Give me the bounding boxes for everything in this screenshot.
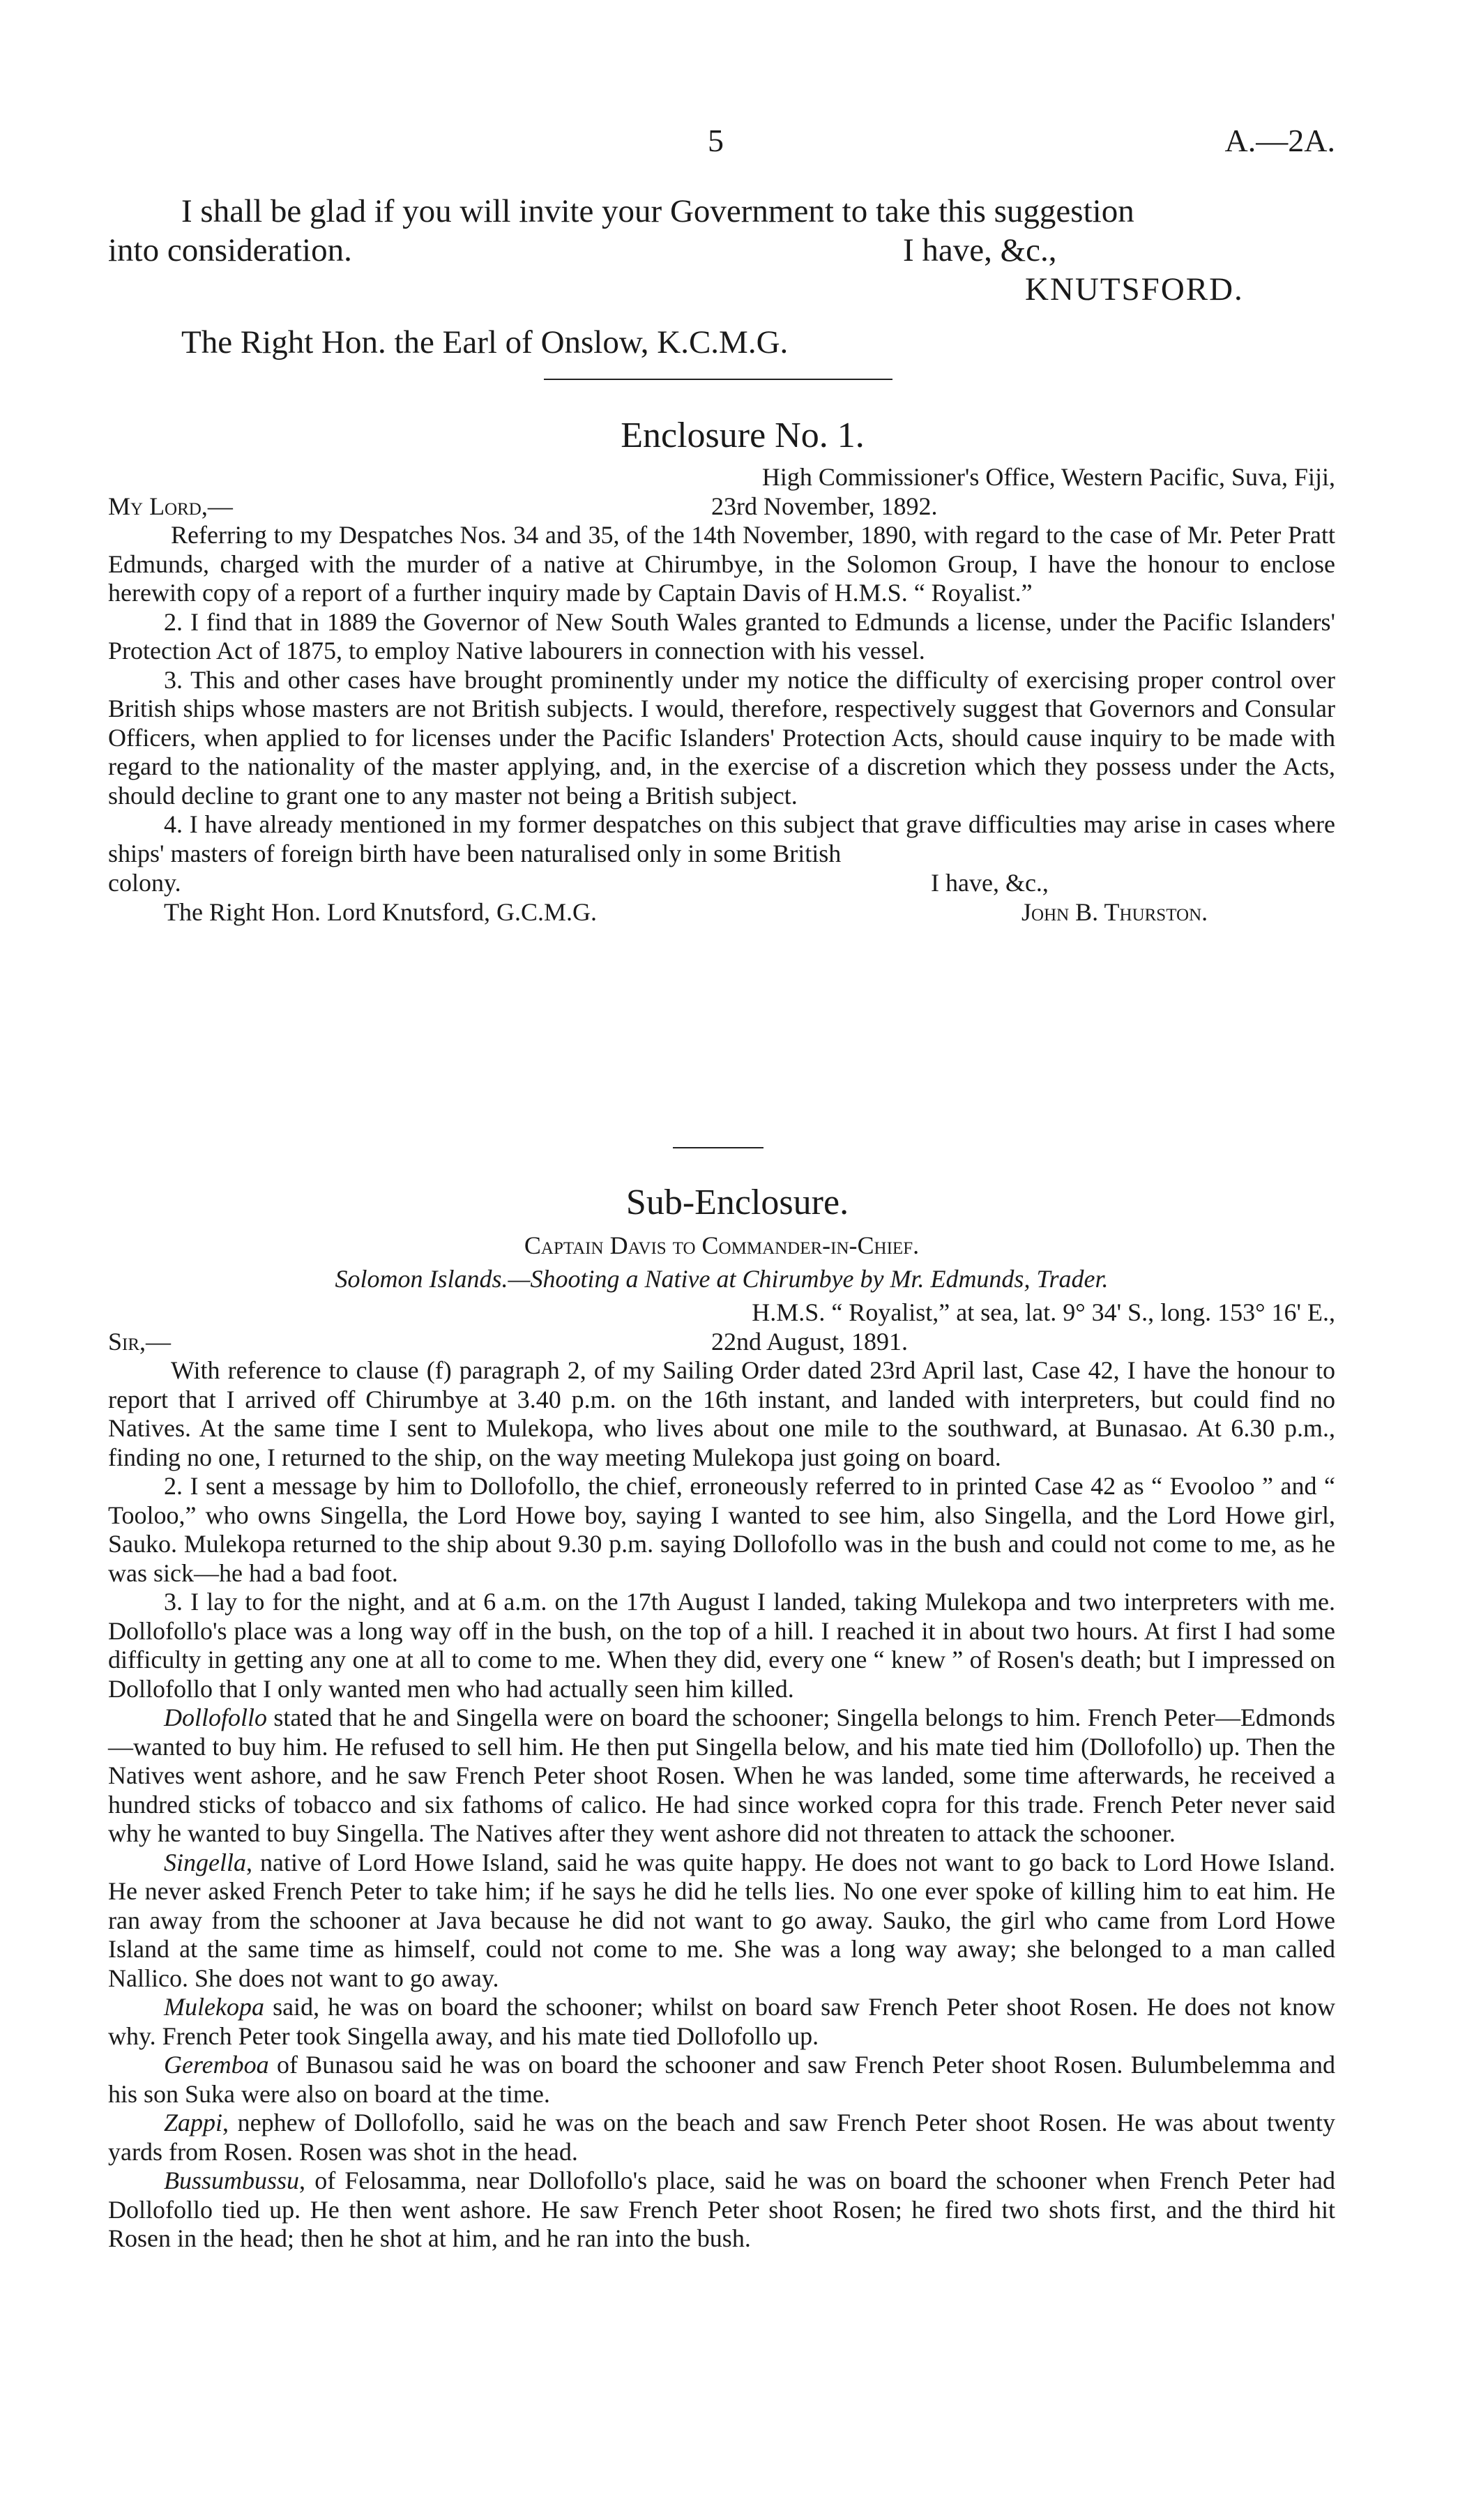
enclosure-paragraph: Referring to my Despatches Nos. 34 and 35, of the 14th November, 1890, with regard to the case of Mr. Peter Pratt Edmunds, charged with the murder of a native at Chirumbye, in the Solomon Group, I have the honour to enclose herewith copy of a report of a further inquiry made by Captain Davis of H.M.S. “ Royalist.”	[108, 521, 1335, 607]
intro-closing-row	[108, 231, 1335, 270]
enclosure-salutation-row	[108, 492, 1335, 521]
intro-closing: I have, &c.,	[903, 232, 1057, 268]
sub-salutation-row	[108, 1327, 1335, 1356]
sub-enclosure-block	[108, 1182, 1335, 2254]
intro-line: I shall be glad if you will invite your Government to take this suggestion	[181, 193, 1134, 229]
enclosure-title: Enclosure No. 1.	[621, 416, 865, 455]
statement-mulekopa	[108, 1993, 1335, 2051]
enclosure-office: High Commissioner's Office, Western Pacific, Suva, Fiji,	[761, 463, 1335, 491]
witness-statement: , of Felosamma, near Dollofollo's place, said he was on board the schooner when French Peter had Dollofollo tied up. He then went ashore. He saw French Peter shoot Rosen; he fired two shots first, and the third hit Rosen in the head; then he shot at him, and he ran into the bush.	[108, 2166, 1335, 2252]
enclosure-addressee-row	[108, 897, 1335, 927]
witness-statement: , native of Lord Howe Island, said he was quite happy. He does not want to go back to Lord Howe Island. He never asked French Peter to take him; if he says he did he tells lies. No one ever spoke of killing him to eat him. He ran away from the schooner at Java because he did not want to go away. Sauko, the girl who came from Lord Howe Island at the same time as himself, could not come to me. She was a long way away; she belonged to a man called Nallico. She does not want to go away.	[108, 1848, 1335, 1992]
enclosure-salutation: My Lord,—	[108, 492, 233, 520]
witness-statement: said, he was on board the schooner; whilst on board saw French Peter shoot Rosen. He does not know why. French Peter took Singella away, and his mate tied Dollofollo up.	[108, 1993, 1335, 2050]
sub-subject: Solomon Islands.—Shooting a Native at Chirumbye by Mr. Edmunds, Trader.	[335, 1265, 1109, 1293]
enclosure-date: 23rd November, 1892.	[711, 492, 938, 520]
section-divider	[673, 1147, 763, 1148]
signature-knutsford: KNUTSFORD.	[1025, 271, 1244, 308]
statement-geremboa	[108, 2051, 1335, 2109]
page-header	[108, 122, 1335, 171]
report-paragraph: 2. I sent a message by him to Dollofollo, the chief, erroneously referred to in printed Case 42 as “ Evooloo ” and “ Tooloo,” who owns Singella, the Lord Howe boy, saying I wanted to see him, also Singella, and the Lord Howe girl, Sauko. Mulekopa returned to the ship about 9.30 p.m. saying Dollofollo was in the bush and could not come to me, as he was sick—he had a bad foot.	[108, 1472, 1335, 1587]
witness-name: Geremboa	[164, 2051, 269, 2079]
sub-location-row	[108, 1298, 1335, 1327]
section-divider	[544, 379, 892, 380]
report-paragraph: 3. I lay to for the night, and at 6 a.m. on the 17th August I landed, taking Mulekopa and two interpreters with me. Dollofollo's place was a long way off in the bush, on the top of a hill. I reached it in about two hours. At first I had some difficulty in getting any one at all to come to me. When they did, every one “ knew ” of Rosen's death; but I impressed on Dollofollo that I only wanted men who had actually seen him killed.	[108, 1588, 1335, 1703]
signature-thurston: John B. Thurston.	[1021, 898, 1208, 926]
witness-statement: stated that he and Singella were on board the schooner; Singella belongs to him. French Peter—Edmonds—wanted to buy him. He refused to sell him. He then put Singella below, and his mate tied him (Dollofollo) up. Then the Natives went ashore, and he saw French Peter shoot Rosen. When he was landed, some time afterwards, he received a hundred sticks of tobacco and six fathoms of calico. He had since worked copra for this trade. French Peter never said why he wanted to buy Singella. The Natives after they went ashore did not threaten to attack the schooner.	[108, 1703, 1335, 1847]
sub-from-to-row	[108, 1231, 1335, 1260]
intro-block	[108, 192, 1335, 362]
statement-dollofollo	[108, 1703, 1335, 1849]
page-number: 5	[708, 123, 724, 158]
witness-statement: of Bunasou said he was on board the schooner and saw French Peter shoot Rosen. Bulumbelemma and his son Suka were also on board at the time.	[108, 2051, 1335, 2108]
sub-enclosure-title: Sub-Enclosure.	[625, 1183, 849, 1222]
witness-name: Singella	[164, 1848, 246, 1876]
document-reference: A.—2A.	[1224, 123, 1335, 158]
enclosure-paragraph: 2. I find that in 1889 the Governor of New South Wales granted to Edmunds a license, under the Pacific Islanders' Protection Act of 1875, to employ Native labourers in connection with his vessel.	[108, 607, 1335, 665]
sub-location: H.M.S. “ Royalist,” at sea, lat. 9° 34' S., long. 153° 16' E.,	[752, 1298, 1335, 1326]
statement-singella	[108, 1849, 1335, 1994]
sub-subject-row	[108, 1264, 1335, 1293]
intro-line-continued: into consideration.	[108, 232, 352, 268]
sub-from-to: Captain Davis to Commander-in-Chief.	[524, 1231, 920, 1259]
sub-salutation: Sir,—	[108, 1328, 172, 1356]
enclosure-addressee: The Right Hon. Lord Knutsford, G.C.M.G.	[164, 898, 597, 926]
report-paragraph: With reference to clause (f) paragraph 2, of my Sailing Order dated 23rd April last, Case 42, I have the honour to report that I arrived off Chirumbye at 3.40 p.m. on the 16th instant, and landed with interpreters, but could find no Natives. At the same time I sent to Mulekopa, who lives about one mile to the southward, at Bunasao. At 6.30 p.m., finding no one, I returned to the ship, on the way meeting Mulekopa just going on board.	[108, 1356, 1335, 1471]
statement-bussumbussu	[108, 2166, 1335, 2254]
enclosure-closing-right: I have, &c.,	[931, 869, 1049, 897]
witness-name: Zappi	[164, 2109, 223, 2136]
intro-signature-row	[108, 270, 1335, 309]
intro-addressee: The Right Hon. the Earl of Onslow, K.C.M.G.	[181, 324, 789, 360]
enclosure-office-row	[108, 462, 1335, 492]
witness-name: Bussumbussu	[164, 2166, 300, 2194]
enclosure-closing-row	[108, 868, 1335, 897]
statement-zappi	[108, 2109, 1335, 2166]
enclosure-closing-left: colony.	[108, 869, 181, 897]
witness-name: Dollofollo	[164, 1703, 268, 1731]
witness-statement: , nephew of Dollofollo, said he was on the beach and saw French Peter shoot Rosen. He was about twenty yards from Rosen. Rosen was shot in the head.	[108, 2109, 1335, 2166]
sub-date: 22nd August, 1891.	[711, 1328, 909, 1356]
witness-name: Mulekopa	[164, 1993, 264, 2021]
enclosure-paragraph: 4. I have already mentioned in my former despatches on this subject that grave difficulties may arise in cases where ships' masters of foreign birth have been naturalised only in some British	[108, 810, 1335, 867]
enclosure-block	[108, 415, 1335, 927]
enclosure-paragraph: 3. This and other cases have brought prominently under my notice the difficulty of exercising proper control over British ships whose masters are not British subjects. I would, therefore, respectively suggest that Governors and Consular Officers, when applied to for licenses under the Pacific Islanders' Protection Acts, should cause inquiry to be made with regard to the nationality of the master applying, and, in the exercise of a discretion which they possess under the Acts, should decline to grant one to any master not being a British subject.	[108, 665, 1335, 810]
